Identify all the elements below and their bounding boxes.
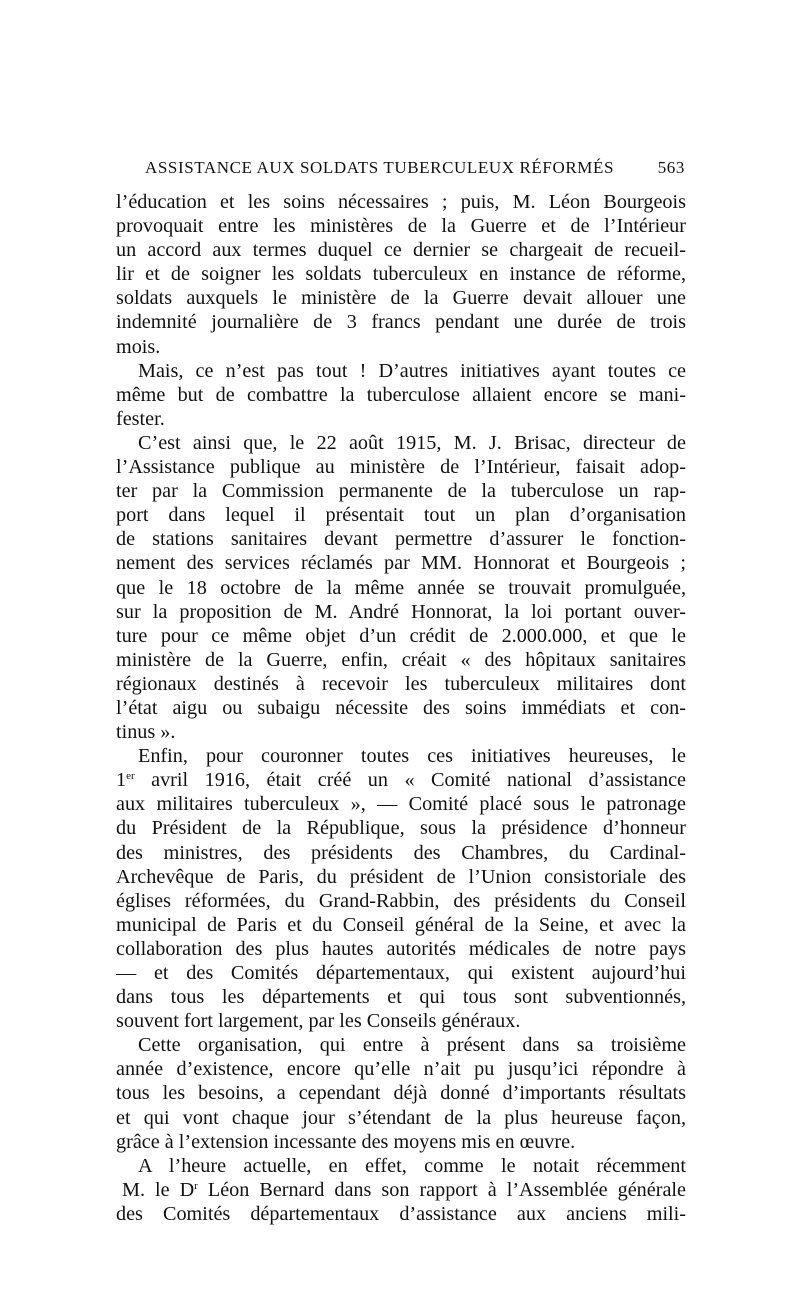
- running-title: ASSISTANCE AUX SOLDATS TUBERCULEUX RÉFORMÉS: [145, 158, 615, 177]
- doctor-superscript: r: [194, 1179, 198, 1192]
- text-line: sur la proposition de M. André Honnorat, la loi portant ouver-: [116, 600, 686, 623]
- text-line: ministère de la Guerre, enfin, créait « des hôpitaux sanitaires: [116, 648, 686, 671]
- text-line: grâce à l’extension incessante des moyens mis en œuvre.: [116, 1130, 576, 1153]
- text-line: mois.: [116, 335, 161, 358]
- text-line: des ministres, des présidents des Chambres, du Cardinal-: [116, 841, 686, 864]
- body-text: [116, 190, 686, 1226]
- text-line: un accord aux termes duquel ce dernier se chargeait de recueil-: [116, 239, 686, 262]
- text-line-with-superscript: [116, 768, 686, 792]
- text-line: année d’existence, encore qu’elle n’ait pu jusqu’ici répondre à: [116, 1058, 686, 1081]
- text-line: et qui vont chaque jour s’étendant de la plus heureuse façon,: [116, 1106, 686, 1129]
- page-number: 563: [657, 158, 685, 177]
- line-text: avril 1916, était créé un « Comité national d’assistance: [151, 769, 686, 792]
- text-line: C’est ainsi que, le 22 août 1915, M. J. Brisac, directeur de: [138, 431, 686, 454]
- text-line: même but de combattre la tuberculose allaient encore se mani-: [116, 383, 686, 406]
- text-line: Mais, ce n’est pas tout ! D’autres initiatives ayant toutes ce: [138, 359, 686, 382]
- text-line: — et des Comités départementaux, qui existent aujourd’hui: [116, 962, 686, 984]
- text-line: ture pour ce même objet d’un crédit de 2.000.000, et que le: [116, 624, 686, 647]
- line-text-start: M. le D: [122, 1178, 195, 1201]
- text-line: souvent fort largement, par les Conseils généraux.: [116, 1010, 521, 1033]
- text-line: municipal de Paris et du Conseil général de la Seine, et avec la: [116, 913, 686, 936]
- text-line: indemnité journalière de 3 francs pendant une durée de trois: [116, 311, 686, 334]
- text-line: soldats auxquels le ministère de la Guerre devait allouer une: [116, 287, 686, 310]
- text-line: du Président de la République, sous la présidence d’honneur: [116, 817, 686, 840]
- text-line: régionaux destinés à recevoir les tuberculeux militaires dont: [116, 672, 686, 695]
- text-line: fester.: [116, 407, 165, 430]
- text-line: l’éducation et les soins nécessaires ; puis, M. Léon Bourgeois: [116, 191, 686, 213]
- text-line: collaboration des plus hautes autorités médicales de notre pays: [116, 937, 686, 960]
- text-line: aux militaires tuberculeux », — Comité placé sous le patronage: [116, 793, 686, 816]
- ordinal-superscript: er: [126, 770, 135, 783]
- text-line: tinus ».: [116, 721, 176, 744]
- text-line: dans tous les départements et qui tous sont subventionnés,: [116, 986, 686, 1009]
- running-header: [145, 158, 685, 182]
- line-text-end: Léon Bernard dans son rapport à l’Assemblée générale: [207, 1178, 686, 1201]
- text-line: port dans lequel il présentait tout un plan d’organisation: [116, 504, 686, 527]
- text-line: nement des services réclamés par MM. Honnorat et Bourgeois ;: [116, 552, 686, 575]
- text-line: Archevêque de Paris, du président de l’Union consistoriale des: [116, 865, 686, 888]
- text-line: Enfin, pour couronner toutes ces initiatives heureuses, le: [138, 745, 686, 768]
- text-line: des Comités départementaux d’assistance aux anciens mili-: [116, 1202, 686, 1225]
- text-line: Cette organisation, qui entre à présent dans sa troisième: [138, 1034, 686, 1057]
- text-line: de stations sanitaires devant permettre d’assurer le fonction-: [116, 528, 686, 551]
- text-line: lir et de soigner les soldats tuberculeux en instance de réforme,: [116, 263, 686, 286]
- text-line: A l’heure actuelle, en effet, comme le notait récemment: [138, 1154, 686, 1177]
- text-line: tous les besoins, a cependant déjà donné d’importants résultats: [116, 1082, 686, 1105]
- text-line: l’Assistance publique au ministère de l’Intérieur, faisait adop-: [116, 456, 686, 479]
- text-line: ter par la Commission permanente de la tuberculose un rap-: [116, 480, 686, 503]
- day-number: 1: [116, 769, 127, 792]
- text-line: églises réformées, du Grand-Rabbin, des présidents du Conseil: [116, 889, 686, 912]
- text-line: provoquait entre les ministères de la Guerre et de l’Intérieur: [116, 215, 686, 238]
- text-line: que le 18 octobre de la même année se trouvait promulguée,: [116, 576, 686, 599]
- text-line-with-superscript: [116, 1178, 686, 1202]
- text-line: l’état aigu ou subaigu nécessite des soins immédiats et con-: [116, 696, 686, 719]
